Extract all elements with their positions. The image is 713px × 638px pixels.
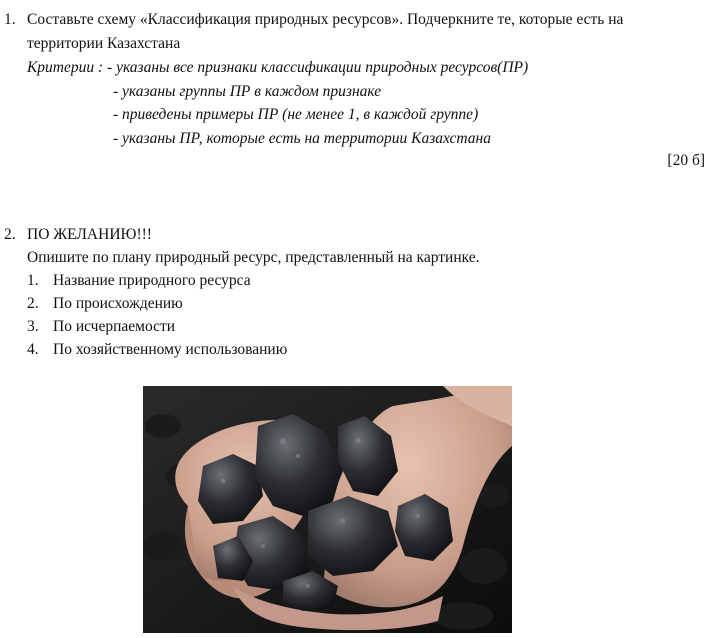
task1-number: 1. bbox=[4, 11, 16, 28]
plan-item-number: 1. bbox=[27, 272, 39, 289]
criteria-line-3: - приведены примеры ПР (не менее 1, в каждой группе) bbox=[113, 106, 479, 123]
task1-score: [20 б] bbox=[667, 152, 705, 169]
criteria-line-2: - указаны группы ПР в каждом признаке bbox=[113, 83, 382, 100]
plan-item-text: По происхождению bbox=[53, 295, 183, 312]
plan-item-text: Название природного ресурса bbox=[53, 272, 251, 289]
task1-text-line1: Составьте схему «Классификация природных ресурсов». Подчеркните те, которые есть на bbox=[27, 11, 624, 28]
task2-number: 2. bbox=[4, 226, 16, 243]
criteria-line-1: Критерии : - указаны все признаки классификации природных ресурсов(ПР) bbox=[27, 59, 529, 76]
plan-item-number: 3. bbox=[27, 318, 39, 335]
task1-text-line2: территории Казахстана bbox=[27, 35, 181, 52]
plan-item-number: 2. bbox=[27, 295, 39, 312]
plan-item-text: По хозяйственному использованию bbox=[53, 341, 288, 358]
criteria-line-4: - указаны ПР, которые есть на территории Казахстана bbox=[113, 130, 491, 147]
coal-in-hands-photo bbox=[143, 386, 512, 633]
task2-title: ПО ЖЕЛАНИЮ!!! bbox=[27, 226, 152, 243]
plan-item-number: 4. bbox=[27, 341, 39, 358]
plan-item-text: По исчерпаемости bbox=[53, 318, 176, 335]
task2-intro: Опишите по плану природный ресурс, представленный на картинке. bbox=[27, 249, 480, 266]
